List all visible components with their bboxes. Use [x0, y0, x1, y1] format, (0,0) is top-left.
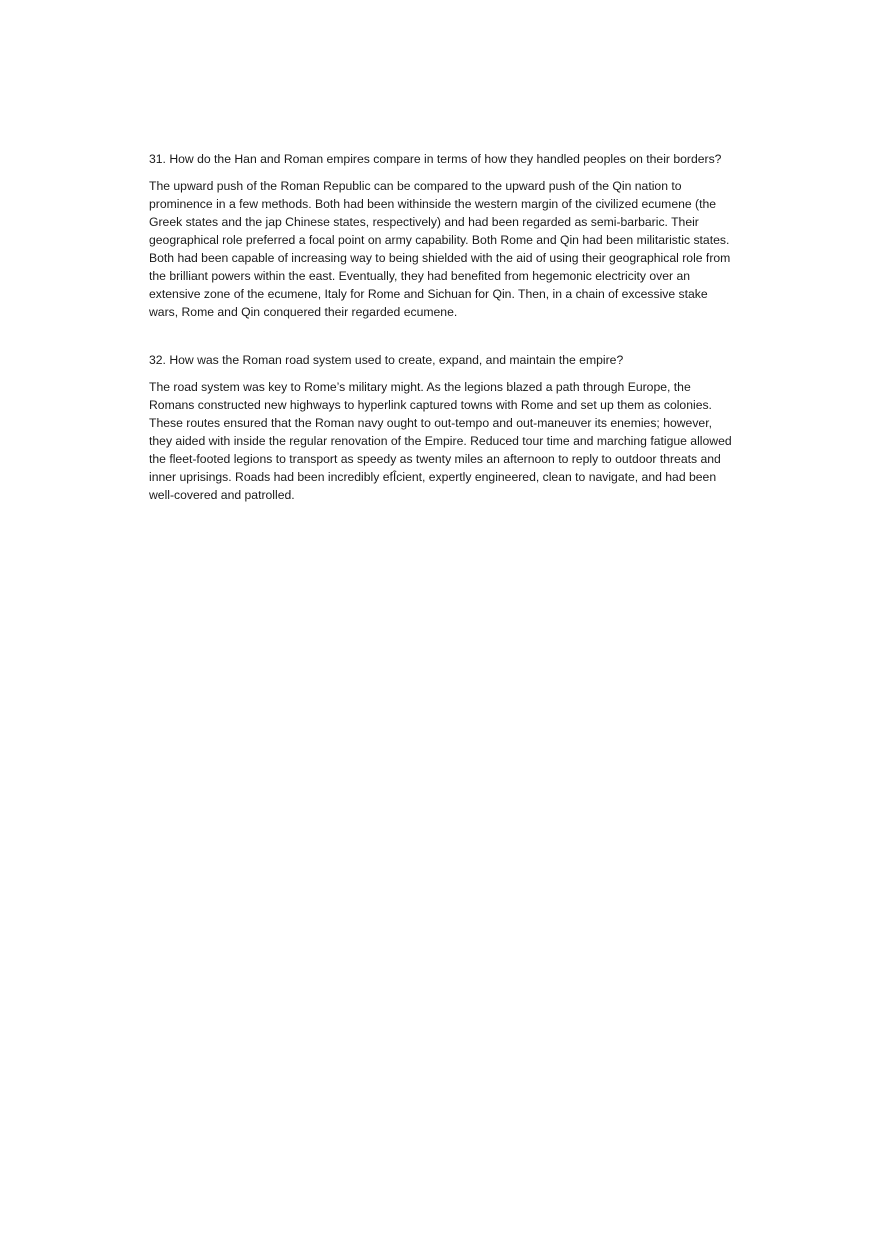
question-31: 31. How do the Han and Roman empires compare in terms of how they handled peoples on their borders? — [149, 152, 722, 166]
qa-section-32 — [149, 351, 734, 504]
answer-31: The upward push of the Roman Republic can be compared to the upward push of the Qin nation to prominence in a few methods. Both had been withinside the western margin of the civilized ecumene (the Greek states and the jap Chinese states, respectively) and had been regarded as semi-barbaric. Their geographical role preferred a focal point on army capability. Both Rome and Qin had been militaristic states. Both had been capable of increasing way to being shielded with the aid of using their geographical role from the brilliant powers within the east. Eventually, they had benefited from hegemonic electricity over an extensive zone of the ecumene, Italy for Rome and Sichuan for Qin. Then, in a chain of excessive stake wars, Rome and Qin conquered their regarded ecumene. — [149, 179, 731, 319]
document-body — [149, 150, 734, 504]
answer-32: The road system was key to Rome’s military might. As the legions blazed a path through Europe, the Romans constructed new highways to hyperlink captured towns with Rome and set up them as colonies. These routes ensured that the Roman navy ought to out-tempo and out-maneuver its enemies; however, they aided with inside the regular renovation of the Empire. Reduced tour time and marching fatigue allowed the fleet-footed legions to transport as speedy as twenty miles an afternoon to reply to outdoor threats and inner uprisings. Roads had been incredibly efÎcient, expertly engineered, clean to navigate, and had been well-covered and patrolled. — [149, 380, 732, 502]
question-32: 32. How was the Roman road system used to create, expand, and maintain the empire? — [149, 353, 624, 367]
qa-section-31 — [149, 150, 734, 321]
